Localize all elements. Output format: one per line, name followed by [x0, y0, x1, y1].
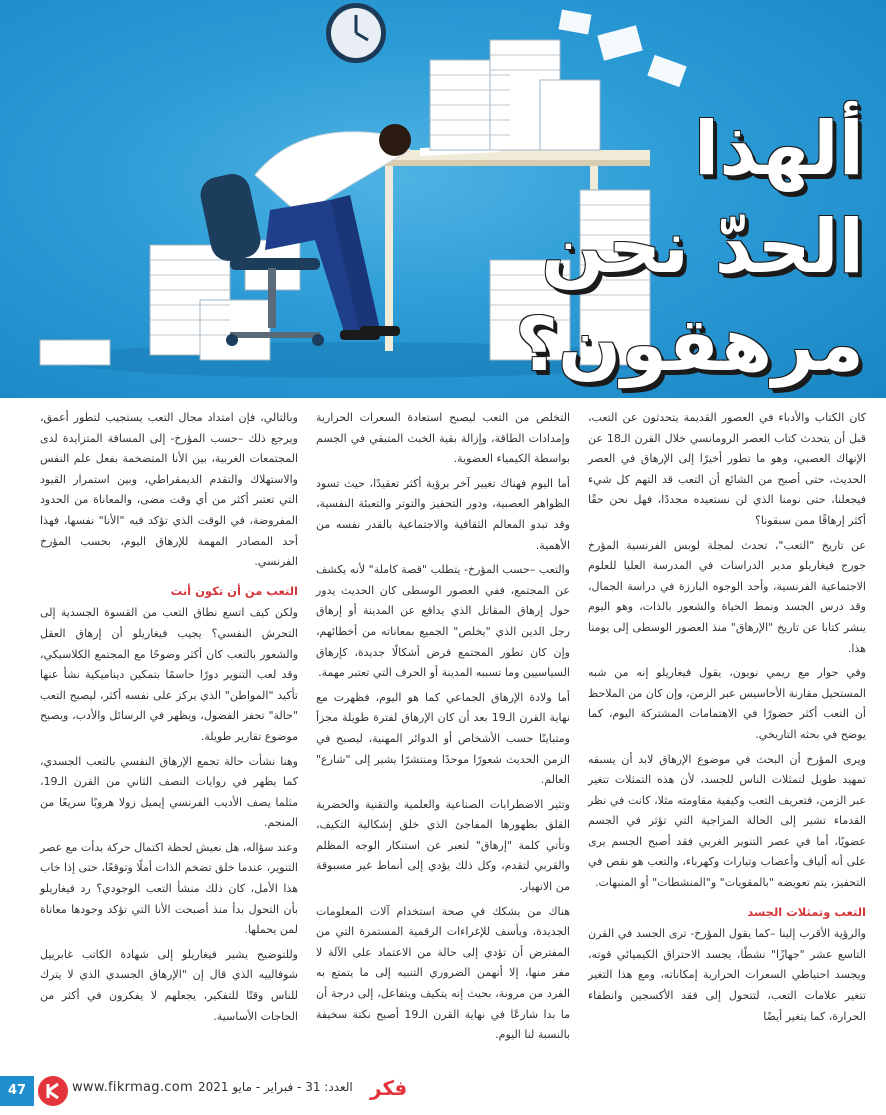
- section-heading: التعب وتمثلات الجسد: [747, 904, 866, 919]
- paragraph: وللتوضيح يشير فيغاريلو إلى شهادة الكاتب غابرييل شوفالييه الذي قال إن "الإرهاق الجسدي الذي لا يترك للناس وقتًا للتفكير، يجعلهم لا يفكرون في أكثر من الحاجات الأساسية.: [40, 947, 298, 1023]
- paragraph: التخلص من التعب ليصبح استعادة السعرات الحرارية وإمدادات الطاقة، وإزالة بقية الخبث المتبقي في الجسم بواسطة الكيمياء العضوية.: [316, 411, 570, 466]
- headline-line-1: ألهذا: [693, 106, 864, 192]
- paragraph: وفي حوار مع ريمي نويون، يقول فيغاريلو إنه من شبه المستحيل مقارنة الأحاسيس عبر الزمن، وإن كان من الملاحظ أن التعب أكثر حضورًا في الاهتمامات المشتركة اليوم، كما يوضح في بحثه التاريخي.: [588, 666, 866, 741]
- fikr-logo-icon: [38, 1076, 68, 1106]
- hero-illustration: [0, 0, 886, 398]
- article-column-left: [40, 408, 298, 1031]
- headline-line-2: الحدّ نحن: [541, 204, 864, 290]
- paragraph: ويرى المؤرخ أن البحث في موضوع الإرهاق لابد أن يسبقه تمهيد طويل لتمثلات الناس للجسد، لأن هذه التمثلات تتغير عبر الزمن، فتعريف التعب وكيفية مقاومته مثلا، كانت في نظر القدماء تشير إلى الحالة المزاجية التي تؤثر في الجسم عضويًا، أما في عصر التنوير الغربي فقد أصبح الجسم يرى على أنه ألياف وأعصاب وتيارات وكهرباء، والتعب هو نقص في التحفيز، يتم تعويضه "بالمقويات" و"المنشطات" أو المنبهات.: [588, 752, 866, 890]
- article-column-middle: [316, 408, 570, 1050]
- wall-clock-icon: [326, 3, 386, 63]
- paragraph: عن تاريخ "التعب"، تحدث لمجلة لوبس الفرنسية المؤرخ جورج فيغاريلو مدير الدراسات في المدرسة العليا للعلوم الاجتماعية الفرنسية، وأحد الوجوه البارزة في دراسة الجمال، وقد درس الجسد ونمط الحياة والشعور بالذات، وهو اليوم ينشر كتابا عن تاريخ "الإرهاق" منذ العصور الوسطى إلى يومنا هذا.: [588, 538, 866, 655]
- website-link[interactable]: www.fikrmag.com: [72, 1080, 193, 1095]
- paragraph: وعند سؤاله، هل نعيش لحظة اكتمال حركة بدأت مع عصر التنوير، عندما خلق تضخم الذات أملًا وتوقعًا، حتى إذا خاب هذا الأمل، كان ذلك منشأ التعب الوجودي؟ رد فيغاريلو بأن التحول بدأ منذ أصبحت الأنا التي تؤكد وجودها معاناة لمن يحملها.: [40, 840, 298, 937]
- paragraph: وتثير الاضطرابات الصناعية والعلمية والتقنية والحضرية القلق بظهورها المفاجئ الذي خلق إشكالية التكيف، وتأتي كلمة "إرهاق" لتعبر عن استنكار الوجه المظلم والقربي لتقدم، وكل ذلك يؤدي إلى أنماط غير مسبوقة من الانهيار.: [316, 797, 570, 894]
- paragraph: وهنا نشأت حالة تجمع الإرهاق النفسي بالتعب الجسدي، كما يظهر في روايات النصف الثاني من القرن الـ19، مثلما يصف الأديب الفرنسي إيميل زولا هروبًا سريعًا من المنجم.: [40, 754, 298, 830]
- article-column-right: [588, 408, 866, 1031]
- paragraph: كان الكتاب والأدباء في العصور القديمة يتحدثون عن التعب، قبل أن يتحدث كتاب العصر الرومانسي خلال القرن الـ18 عن الإنهاك العصبي، وهو ما تطور أخيرًا إلى الإرهاق في العصر الحديث، حتى أصبح من الشائع أن التعب قد التهم كل شيء فيجعلنا، حتى نومنا الذي لن نستعيده مجددًا، فهل نحن حقًا أكثر إرهاقًا ممن سبقونا؟: [588, 411, 866, 527]
- page-number: 47: [0, 1076, 34, 1106]
- paragraph: أما ولادة الإرهاق الجماعي كما هو اليوم، فظهرت مع نهاية القرن الـ19 بعد أن كان الإرهاق لفترة طويلة مجزأ ومتباينًا حسب الأشخاص أو الدوائر المهنية، ليصبح في الزمن الحديث شعورًا موحدًا ومنتشرًا يشير إلى "شارع" العالم.: [316, 690, 570, 787]
- paragraph: ولكن كيف اتسع نطاق التعب من القسوة الجسدية إلى التحرش النفسي؟ يجيب فيغاريلو أن إرهاق العقل والشعور بالتعب كان أكثر وضوحًا مع المجتمع الكلاسيكي، وقد لعب التنوير دورًا حاسمًا بتمكين ديناميكية نشأ عنها تأكيد "المواطن" الذي يركز على نفسه أكثر، ليصبح التعب "حالة" تحفز الفضول، ويظهر في الرسائل والأدب، ويصبح موضوع تقارير طويلة.: [40, 606, 298, 743]
- paragraph: والرؤية الأقرب إلينا –كما يقول المؤرخ- ترى الجسد في القرن التاسع عشر "جهازًا" نشطًا، يجسد الاحتراق الكيميائي قوته، ويجسد احتياطي السعرات الحرارية إمكاناته، ومع هذا التغير تتغير علامات التعب، لتتحول إلى فقد الأكسجين وانطفاء الحرارة، كما يتغير أيضًا: [588, 927, 866, 1023]
- paragraph: أما اليوم فهناك تغيير آخر برؤية أكثر تعقيدًا، حيث تسود الظواهر العصبية، ودور التحفيز والتوتر والتعبئة النفسية، وقد تبدو المعالم الثقافية والاجتماعية بالقدر نفسه من الأهمية.: [316, 476, 570, 552]
- headline-line-3: مرهقون؟: [515, 302, 864, 388]
- magazine-name: فكر: [370, 1076, 408, 1100]
- issue-info: العدد: 31 - فبراير - مايو 2021: [198, 1080, 353, 1094]
- page-footer: [0, 1068, 886, 1115]
- paragraph: وبالتالي، فإن امتداد مجال التعب يستجيب لتطور أعمق، ويرجع ذلك –حسب المؤرخ- إلى المسافة المتزايدة لدى المجتمعات الغربية، بين الأنا المتضخمة بفعل علم النفس والاستهلاك والتقدم الديمقراطي، وبين استمرار القيود التي تعتبر أكثر من أي وقت مضى، والمعاناة من الحدود المفروضة، في الوقت الذي تؤكد فيه "الأنا" نفسها، فهذا أحد المصادر المهمة للإرهاق اليوم، بحسب المؤرخ الفرنسي.: [40, 411, 298, 569]
- section-heading: التعب من أن تكون أنت: [170, 583, 298, 598]
- article-headline: [515, 100, 864, 394]
- paragraph: والتعب –حسب المؤرخ- يتطلب "قصة كاملة" لأنه يكشف عن المجتمع، ففي العصور الوسطى كان الحديث يدور حول إرهاق المقاتل الذي يدافع عن المدينة أو إرهاق رجل الدين الذي "يخلص" الجميع بمعاناته من أخطائهم، وإن كان تطور المجتمع فرض أشكالًا جديدة، كإرهاق السياسيين وما تسببه المدينة أو الحرف التي تعتبر مهمة.: [316, 563, 570, 680]
- paragraph: هناك من يشكك في صحة استخدام آلات المعلومات الجديدة، ويأسف للإغراءات الرقمية المستمرة التي من المفترض أن تؤدي إلى حالة من الاعتماد على الآلة لا مفر منها، إلا أنهمن الضروري التنبيه إلى ما يتمتع به الفرد من مرونة، بحيث إنه يتكيف ويتفاعل، إلى درجة أن ما بدا شارعًا في نهاية القرن الـ19 أصبح نكتة سخيفة بالنسبة لنا اليوم.: [316, 904, 570, 1042]
